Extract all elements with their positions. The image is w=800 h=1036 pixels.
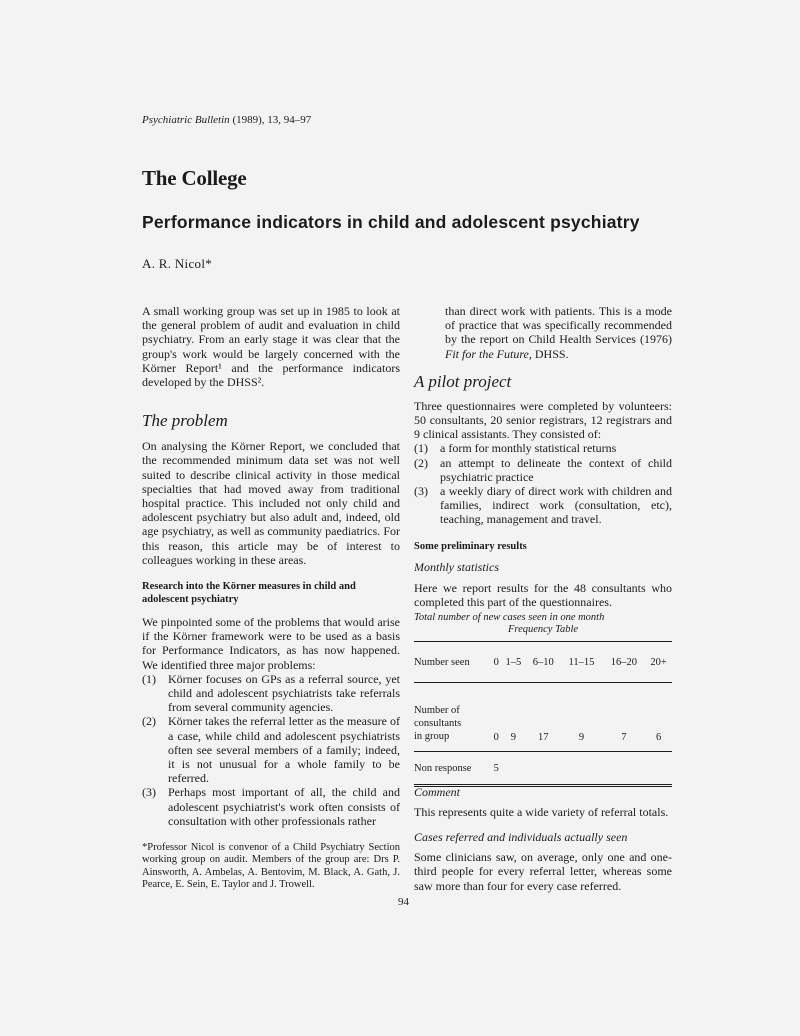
- list-text: a form for monthly statistical returns: [440, 441, 617, 456]
- journal-name: Psychiatric Bulletin: [142, 114, 230, 126]
- research-paragraph: We pinpointed some of the problems that would arise if the Körner framework were to be used as a basis for Performance Indicators, as has now happened. We identified three major problems:: [142, 615, 400, 672]
- frequency-table: [414, 641, 672, 787]
- table-subcaption: Frequency Table: [507, 624, 579, 635]
- author-footnote: *Professor Nicol is convenor of a Child Psychiatry Section working group on audit. Members of the group are: Drs P. Ainsworth, A. Ambelas, A. Bentovim, M. Black, A. Gath, J. Pearce, E. Sein, E. Taylor and J. Trowell.: [142, 842, 400, 891]
- list-number: (1): [414, 441, 428, 456]
- journal-citation: [142, 114, 311, 126]
- list-number: (3): [142, 785, 156, 800]
- report-title: Fit for the Future,: [445, 346, 532, 361]
- table-row: [414, 683, 672, 752]
- list-text: an attempt to delineate the context of child psychiatric practice: [440, 455, 672, 484]
- column-header: 11–15: [560, 642, 602, 683]
- continuation-paragraph: [414, 304, 672, 361]
- right-column-bottom: [414, 785, 672, 893]
- column-header: 0: [492, 642, 501, 683]
- table-cell: 9: [501, 683, 527, 752]
- list-number: (2): [414, 455, 428, 470]
- comment-heading: Comment: [414, 785, 460, 799]
- list-text: Körner takes the referral letter as the measure of a case, while child and adolescent psychiatrists often see several members of a family; indeed, it is not unusual for a whole family to be referred.: [168, 714, 400, 786]
- list-text: Perhaps most important of all, the child and adolescent psychiatrist's work often consists of consultation with other professionals rather: [168, 785, 400, 828]
- list-number: (1): [142, 671, 156, 686]
- table-cell: 0: [492, 683, 501, 752]
- continuation-end: DHSS.: [534, 346, 569, 361]
- list-item: [142, 672, 400, 715]
- pilot-heading: A pilot project: [414, 371, 512, 391]
- cases-paragraph: Some clinicians saw, on average, only one and one-third people for every referral letter, whereas some saw more than four for every case referred.: [414, 850, 672, 893]
- article-title: Performance indicators in child and adolescent psychiatry: [142, 212, 640, 232]
- problem-heading: The problem: [142, 411, 228, 431]
- table-cell: 17: [526, 683, 560, 752]
- header-label: Number seen: [414, 642, 492, 683]
- questionnaires-list: [414, 441, 672, 526]
- column-header: 6–10: [526, 642, 560, 683]
- list-number: (3): [414, 484, 428, 499]
- monthly-heading: Monthly statistics: [414, 559, 499, 574]
- table-caption: Total number of new cases seen in one month: [414, 612, 605, 623]
- right-column-top: [414, 304, 672, 609]
- column-header: 20+: [645, 642, 672, 683]
- row-label-line: consultants: [414, 718, 462, 729]
- results-heading: Some preliminary results: [414, 540, 527, 552]
- list-item: [414, 484, 672, 527]
- cases-heading: Cases referred and individuals actually seen: [414, 830, 628, 845]
- list-item: [142, 714, 400, 785]
- table-cell: 6: [645, 683, 672, 752]
- problems-list: [142, 672, 400, 828]
- list-item: [142, 785, 400, 828]
- table-header-row: [414, 642, 672, 683]
- non-response-label: Non response: [414, 752, 492, 786]
- row-label: [414, 683, 492, 752]
- page-number: 94: [398, 896, 409, 908]
- list-item: [414, 441, 672, 455]
- intro-paragraph: A small working group was set up in 1985 to look at the general problem of audit and evaluation in child psychiatry. From an early stage it was clear that the group's work would be largely concerned with the Körner Report¹ and the performance indicators developed by the DHSS².: [142, 304, 400, 390]
- journal-volume: (1989), 13, 94–97: [232, 114, 312, 126]
- continuation-text: than direct work with patients. This is a mode of practice that was specifically recommended by the report on Child Health Services (1976): [445, 304, 672, 347]
- list-item: [414, 456, 672, 484]
- comment-paragraph: This represents quite a wide variety of referral totals.: [414, 805, 669, 819]
- monthly-paragraph: Here we report results for the 48 consultants who completed this part of the questionnaires.: [414, 580, 672, 609]
- column-header: 16–20: [603, 642, 646, 683]
- pilot-paragraph: Three questionnaires were completed by volunteers: 50 consultants, 20 senior registrars, 12 registrars and 9 clinical assistants. They consisted of:: [414, 398, 672, 442]
- list-text: Körner focuses on GPs as a referral source, yet child and adolescent psychiatrists take referrals from several community agencies.: [168, 671, 400, 715]
- research-heading: Research into the Körner measures in child and adolescent psychiatry: [142, 581, 356, 606]
- row-label-line: in group: [414, 731, 450, 742]
- row-label-line: Number of: [414, 705, 460, 716]
- left-column: [142, 304, 400, 828]
- column-header: 1–5: [501, 642, 527, 683]
- non-response-row: [414, 752, 672, 786]
- section-title: The College: [142, 166, 247, 190]
- problem-paragraph: On analysing the Körner Report, we concluded that the recommended minimum data set was not well suited to describe clinical activity in those medical specialties that had moved away from traditional hospital practice. This included not only child and adolescent psychiatry but also adult and, indeed, old age psychiatry, as well as community paediatrics. For this reason, this article may be of interest to colleagues working in these areas.: [142, 439, 400, 567]
- list-number: (2): [142, 714, 156, 729]
- frequency-table-block: [414, 612, 672, 787]
- table-cell: 7: [603, 683, 646, 752]
- non-response-value: 5: [492, 752, 501, 786]
- author: A. R. Nicol*: [142, 256, 213, 271]
- table-cell: 9: [560, 683, 602, 752]
- list-text: a weekly diary of direct work with children and families, indirect work (consultation, etc), teaching, management and travel.: [440, 484, 672, 527]
